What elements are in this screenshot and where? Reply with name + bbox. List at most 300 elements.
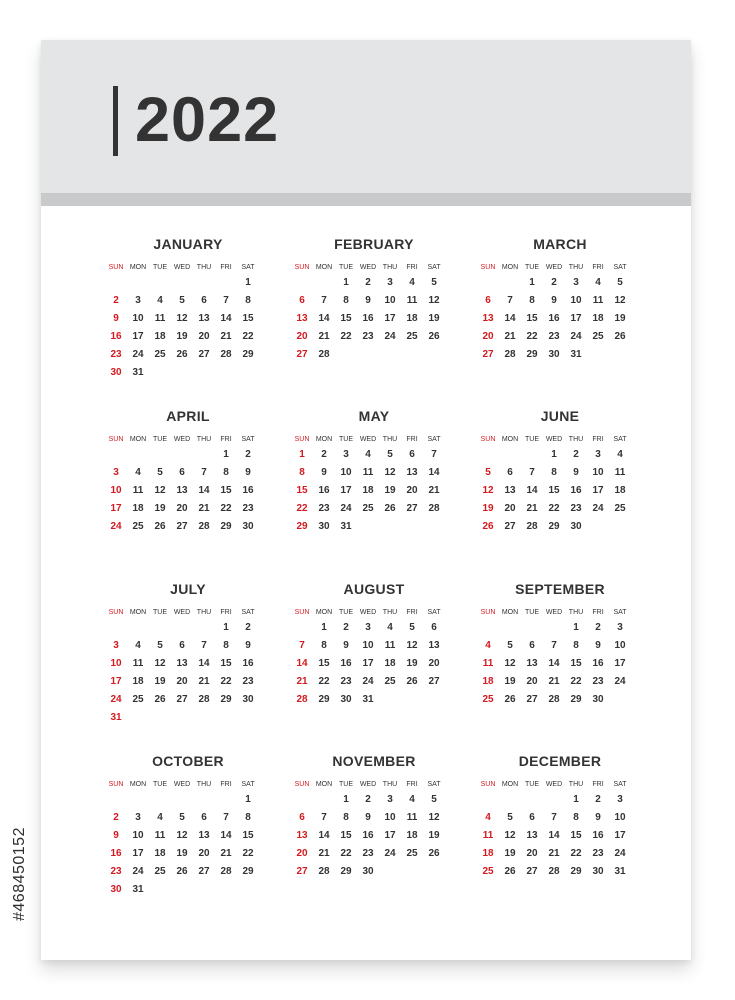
day-cell: 21 — [526, 503, 538, 514]
day-cell: 9 — [113, 830, 119, 841]
day-cell: 15 — [340, 830, 352, 841]
day-cell: 22 — [570, 848, 582, 859]
weekday-header-sat: SAT — [613, 609, 627, 616]
day-cell: 21 — [504, 331, 516, 342]
day-cell: 11 — [154, 830, 166, 841]
day-cell: 24 — [362, 676, 374, 687]
day-cell: 16 — [110, 848, 122, 859]
month-name: OCTOBER — [152, 753, 224, 769]
day-cell: 26 — [384, 503, 396, 514]
weekday-header-wed: WED — [545, 436, 563, 443]
day-cell: 28 — [220, 349, 232, 360]
day-cell: 18 — [132, 676, 144, 687]
day-cell: 29 — [296, 521, 308, 532]
day-cell: 15 — [242, 313, 254, 324]
day-cell: 20 — [296, 848, 308, 859]
day-cell: 10 — [110, 485, 122, 496]
weekday-header-wed: WED — [359, 781, 377, 788]
weekday-header-thu: THU — [568, 436, 584, 443]
day-cell: 16 — [340, 658, 352, 669]
day-cell: 12 — [482, 485, 494, 496]
day-cell: 19 — [176, 848, 188, 859]
day-cell: 25 — [614, 503, 626, 514]
day-cell: 19 — [614, 313, 626, 324]
day-cell: 12 — [154, 658, 166, 669]
day-cell: 27 — [428, 676, 440, 687]
day-cell: 18 — [592, 313, 604, 324]
weekday-header-sun: SUN — [294, 609, 310, 616]
day-cell: 23 — [318, 503, 330, 514]
day-cell: 7 — [431, 449, 437, 460]
day-cell: 11 — [614, 467, 626, 478]
day-cell: 10 — [384, 812, 396, 823]
day-cell: 18 — [406, 313, 418, 324]
day-cell: 14 — [504, 313, 516, 324]
month-name: FEBRUARY — [334, 236, 414, 252]
day-cell: 14 — [548, 658, 560, 669]
day-cell: 24 — [592, 503, 604, 514]
day-cell: 19 — [428, 313, 440, 324]
weekday-header-wed: WED — [545, 781, 563, 788]
weekday-header-fri: FRI — [406, 781, 418, 788]
day-cell: 11 — [406, 812, 418, 823]
day-cell: 13 — [176, 485, 188, 496]
day-cell: 1 — [343, 794, 349, 805]
month-name: SEPTEMBER — [515, 581, 605, 597]
day-cell: 4 — [409, 277, 415, 288]
weekday-header-thu: THU — [382, 781, 398, 788]
day-cell: 15 — [570, 658, 582, 669]
weekday-header-sat: SAT — [427, 436, 441, 443]
weekday-header-sat: SAT — [241, 609, 255, 616]
day-cell: 13 — [526, 658, 538, 669]
day-cell: 5 — [617, 277, 623, 288]
day-cell: 22 — [220, 676, 232, 687]
weekday-header-mon: MON — [501, 264, 519, 271]
day-cell: 18 — [482, 676, 494, 687]
weekday-header-wed: WED — [173, 781, 191, 788]
day-cell: 26 — [406, 676, 418, 687]
day-cell: 5 — [431, 794, 437, 805]
day-cell: 2 — [343, 622, 349, 633]
weekday-header-tue: TUE — [153, 609, 167, 616]
month-name: MARCH — [533, 236, 587, 252]
day-cell: 15 — [296, 485, 308, 496]
day-cell: 7 — [551, 812, 557, 823]
day-cell: 10 — [110, 658, 122, 669]
day-cell: 28 — [504, 349, 516, 360]
day-cell: 22 — [242, 331, 254, 342]
day-cell: 17 — [132, 848, 144, 859]
day-cell: 10 — [592, 467, 604, 478]
month-name: AUGUST — [343, 581, 405, 597]
day-cell: 31 — [614, 866, 626, 877]
day-cell: 29 — [340, 866, 352, 877]
day-cell: 8 — [245, 812, 251, 823]
month-name: JANUARY — [153, 236, 223, 252]
day-cell: 29 — [570, 694, 582, 705]
day-cell: 21 — [318, 848, 330, 859]
day-cell: 30 — [570, 521, 582, 532]
day-cell: 25 — [132, 694, 144, 705]
day-cell: 16 — [110, 331, 122, 342]
day-cell: 3 — [595, 449, 601, 460]
weekday-header-thu: THU — [196, 264, 212, 271]
day-cell: 26 — [482, 521, 494, 532]
day-cell: 20 — [198, 331, 210, 342]
weekday-header-wed: WED — [173, 436, 191, 443]
day-cell: 8 — [573, 812, 579, 823]
day-cell: 27 — [296, 866, 308, 877]
day-cell: 8 — [343, 812, 349, 823]
day-cell: 13 — [296, 830, 308, 841]
day-cell: 25 — [482, 694, 494, 705]
day-cell: 17 — [592, 485, 604, 496]
day-cell: 13 — [482, 313, 494, 324]
weekday-header-wed: WED — [545, 609, 563, 616]
day-cell: 22 — [548, 503, 560, 514]
day-cell: 18 — [362, 485, 374, 496]
day-cell: 27 — [526, 694, 538, 705]
day-cell: 10 — [614, 812, 626, 823]
day-cell: 29 — [242, 349, 254, 360]
weekday-header-fri: FRI — [592, 436, 604, 443]
weekday-header-mon: MON — [129, 781, 147, 788]
weekday-header-mon: MON — [129, 264, 147, 271]
day-cell: 10 — [384, 295, 396, 306]
day-cell: 12 — [384, 467, 396, 478]
weekday-header-thu: THU — [196, 609, 212, 616]
day-cell: 29 — [318, 694, 330, 705]
day-cell: 23 — [592, 848, 604, 859]
day-cell: 19 — [504, 848, 516, 859]
day-cell: 22 — [570, 676, 582, 687]
day-cell: 19 — [504, 676, 516, 687]
day-cell: 5 — [179, 295, 185, 306]
day-cell: 17 — [362, 658, 374, 669]
day-cell: 8 — [529, 295, 535, 306]
day-cell: 12 — [614, 295, 626, 306]
day-cell: 7 — [201, 467, 207, 478]
weekday-header-sun: SUN — [108, 609, 124, 616]
day-cell: 13 — [526, 830, 538, 841]
day-cell: 25 — [384, 676, 396, 687]
day-cell: 15 — [548, 485, 560, 496]
day-cell: 23 — [242, 676, 254, 687]
day-cell: 1 — [245, 794, 251, 805]
day-cell: 15 — [318, 658, 330, 669]
weekday-header-mon: MON — [501, 436, 519, 443]
day-cell: 1 — [529, 277, 535, 288]
day-cell: 16 — [318, 485, 330, 496]
day-cell: 27 — [526, 866, 538, 877]
day-cell: 3 — [387, 794, 393, 805]
header-divider — [41, 193, 691, 206]
day-cell: 5 — [179, 812, 185, 823]
day-cell: 12 — [176, 830, 188, 841]
day-cell: 8 — [223, 640, 229, 651]
weekday-header-mon: MON — [129, 436, 147, 443]
month-name: DECEMBER — [518, 753, 602, 769]
day-cell: 24 — [132, 866, 144, 877]
day-cell: 24 — [110, 694, 122, 705]
day-cell: 21 — [428, 485, 440, 496]
day-cell: 29 — [548, 521, 560, 532]
day-cell: 16 — [548, 313, 560, 324]
weekday-header-fri: FRI — [406, 609, 418, 616]
day-cell: 11 — [482, 830, 494, 841]
day-cell: 16 — [242, 658, 254, 669]
day-cell: 3 — [617, 794, 623, 805]
day-cell: 21 — [296, 676, 308, 687]
weekday-header-wed: WED — [173, 609, 191, 616]
day-cell: 23 — [110, 349, 122, 360]
day-cell: 24 — [384, 331, 396, 342]
day-cell: 27 — [296, 349, 308, 360]
day-cell: 23 — [592, 676, 604, 687]
day-cell: 21 — [548, 676, 560, 687]
day-cell: 3 — [135, 295, 141, 306]
day-cell: 2 — [113, 812, 119, 823]
day-cell: 26 — [154, 521, 166, 532]
day-cell: 30 — [242, 694, 254, 705]
day-cell: 18 — [154, 331, 166, 342]
day-cell: 2 — [113, 295, 119, 306]
day-cell: 18 — [132, 503, 144, 514]
day-cell: 14 — [428, 467, 440, 478]
day-cell: 30 — [362, 866, 374, 877]
weekday-header-sun: SUN — [108, 436, 124, 443]
day-cell: 30 — [592, 694, 604, 705]
weekday-header-thu: THU — [382, 436, 398, 443]
day-cell: 28 — [296, 694, 308, 705]
day-cell: 5 — [507, 640, 513, 651]
day-cell: 3 — [387, 277, 393, 288]
weekday-header-sun: SUN — [294, 436, 310, 443]
day-cell: 11 — [592, 295, 604, 306]
weekday-header-tue: TUE — [339, 609, 353, 616]
day-cell: 12 — [406, 640, 418, 651]
day-cell: 22 — [526, 331, 538, 342]
day-cell: 8 — [299, 467, 305, 478]
day-cell: 26 — [428, 848, 440, 859]
day-cell: 23 — [570, 503, 582, 514]
day-cell: 12 — [428, 812, 440, 823]
day-cell: 17 — [614, 830, 626, 841]
day-cell: 29 — [570, 866, 582, 877]
day-cell: 17 — [132, 331, 144, 342]
day-cell: 24 — [110, 521, 122, 532]
weekday-header-fri: FRI — [220, 609, 232, 616]
month-name: JUNE — [540, 408, 580, 424]
weekday-header-fri: FRI — [592, 781, 604, 788]
day-cell: 13 — [198, 313, 210, 324]
day-cell: 21 — [548, 848, 560, 859]
day-cell: 26 — [614, 331, 626, 342]
day-cell: 16 — [570, 485, 582, 496]
day-cell: 29 — [220, 694, 232, 705]
weekday-header-fri: FRI — [592, 609, 604, 616]
day-cell: 5 — [157, 640, 163, 651]
weekday-header-sun: SUN — [294, 781, 310, 788]
day-cell: 23 — [362, 848, 374, 859]
day-cell: 17 — [384, 830, 396, 841]
month-name: MAY — [358, 408, 390, 424]
weekday-header-thu: THU — [382, 264, 398, 271]
weekday-header-mon: MON — [129, 609, 147, 616]
day-cell: 1 — [321, 622, 327, 633]
day-cell: 4 — [617, 449, 623, 460]
day-cell: 31 — [340, 521, 352, 532]
day-cell: 23 — [110, 866, 122, 877]
day-cell: 7 — [321, 812, 327, 823]
day-cell: 28 — [318, 349, 330, 360]
day-cell: 24 — [340, 503, 352, 514]
day-cell: 27 — [176, 521, 188, 532]
day-cell: 1 — [551, 449, 557, 460]
day-cell: 10 — [362, 640, 374, 651]
day-cell: 9 — [113, 313, 119, 324]
day-cell: 18 — [614, 485, 626, 496]
weekday-header-wed: WED — [359, 264, 377, 271]
day-cell: 20 — [428, 658, 440, 669]
year-accent-bar — [113, 86, 118, 156]
day-cell: 5 — [431, 277, 437, 288]
day-cell: 9 — [551, 295, 557, 306]
day-cell: 19 — [406, 658, 418, 669]
day-cell: 3 — [113, 467, 119, 478]
day-cell: 11 — [362, 467, 374, 478]
day-cell: 1 — [573, 622, 579, 633]
day-cell: 1 — [223, 449, 229, 460]
day-cell: 25 — [482, 866, 494, 877]
day-cell: 7 — [223, 295, 229, 306]
weekday-header-fri: FRI — [592, 264, 604, 271]
day-cell: 9 — [595, 812, 601, 823]
day-cell: 23 — [362, 331, 374, 342]
day-cell: 13 — [428, 640, 440, 651]
day-cell: 7 — [321, 295, 327, 306]
day-cell: 18 — [384, 658, 396, 669]
day-cell: 15 — [570, 830, 582, 841]
weekday-header-thu: THU — [568, 264, 584, 271]
day-cell: 8 — [343, 295, 349, 306]
day-cell: 13 — [296, 313, 308, 324]
day-cell: 6 — [201, 812, 207, 823]
day-cell: 20 — [176, 676, 188, 687]
weekday-header-mon: MON — [315, 264, 333, 271]
weekday-header-thu: THU — [568, 781, 584, 788]
day-cell: 22 — [220, 503, 232, 514]
day-cell: 27 — [198, 349, 210, 360]
weekday-header-tue: TUE — [339, 264, 353, 271]
day-cell: 19 — [384, 485, 396, 496]
year-title: 2022 — [135, 85, 280, 155]
day-cell: 31 — [110, 712, 122, 723]
day-cell: 16 — [242, 485, 254, 496]
day-cell: 16 — [592, 830, 604, 841]
day-cell: 28 — [428, 503, 440, 514]
day-cell: 11 — [482, 658, 494, 669]
day-cell: 14 — [318, 830, 330, 841]
day-cell: 9 — [321, 467, 327, 478]
day-cell: 27 — [504, 521, 516, 532]
weekday-header-tue: TUE — [153, 781, 167, 788]
day-cell: 13 — [504, 485, 516, 496]
day-cell: 28 — [198, 521, 210, 532]
day-cell: 30 — [110, 884, 122, 895]
day-cell: 20 — [482, 331, 494, 342]
day-cell: 6 — [299, 812, 305, 823]
day-cell: 12 — [176, 313, 188, 324]
day-cell: 8 — [245, 295, 251, 306]
day-cell: 20 — [504, 503, 516, 514]
weekday-header-sun: SUN — [108, 781, 124, 788]
day-cell: 20 — [198, 848, 210, 859]
day-cell: 11 — [132, 658, 144, 669]
weekday-header-fri: FRI — [406, 264, 418, 271]
weekday-header-thu: THU — [382, 609, 398, 616]
day-cell: 27 — [406, 503, 418, 514]
day-cell: 26 — [176, 349, 188, 360]
month-name: APRIL — [166, 408, 210, 424]
day-cell: 3 — [573, 277, 579, 288]
day-cell: 14 — [220, 313, 232, 324]
day-cell: 8 — [573, 640, 579, 651]
day-cell: 25 — [154, 349, 166, 360]
day-cell: 4 — [595, 277, 601, 288]
day-cell: 7 — [201, 640, 207, 651]
weekday-header-sun: SUN — [480, 609, 496, 616]
weekday-header-sun: SUN — [108, 264, 124, 271]
day-cell: 19 — [154, 503, 166, 514]
day-cell: 6 — [179, 467, 185, 478]
month-name: JULY — [170, 581, 206, 597]
day-cell: 6 — [431, 622, 437, 633]
day-cell: 3 — [343, 449, 349, 460]
calendar-page — [41, 40, 691, 960]
day-cell: 24 — [132, 349, 144, 360]
day-cell: 5 — [507, 812, 513, 823]
weekday-header-wed: WED — [359, 609, 377, 616]
day-cell: 22 — [340, 848, 352, 859]
day-cell: 9 — [595, 640, 601, 651]
day-cell: 3 — [617, 622, 623, 633]
day-cell: 2 — [245, 622, 251, 633]
day-cell: 15 — [340, 313, 352, 324]
month-name: NOVEMBER — [332, 753, 416, 769]
weekday-header-mon: MON — [315, 609, 333, 616]
weekday-header-thu: THU — [196, 436, 212, 443]
weekday-header-sun: SUN — [480, 436, 496, 443]
day-cell: 28 — [318, 866, 330, 877]
day-cell: 15 — [242, 830, 254, 841]
day-cell: 5 — [387, 449, 393, 460]
day-cell: 4 — [135, 640, 141, 651]
day-cell: 17 — [570, 313, 582, 324]
weekday-header-sat: SAT — [241, 436, 255, 443]
day-cell: 31 — [132, 884, 144, 895]
day-cell: 19 — [428, 830, 440, 841]
day-cell: 31 — [132, 367, 144, 378]
day-cell: 29 — [220, 521, 232, 532]
weekday-header-sat: SAT — [613, 781, 627, 788]
day-cell: 30 — [110, 367, 122, 378]
day-cell: 13 — [406, 467, 418, 478]
day-cell: 25 — [592, 331, 604, 342]
day-cell: 18 — [406, 830, 418, 841]
weekday-header-wed: WED — [173, 264, 191, 271]
